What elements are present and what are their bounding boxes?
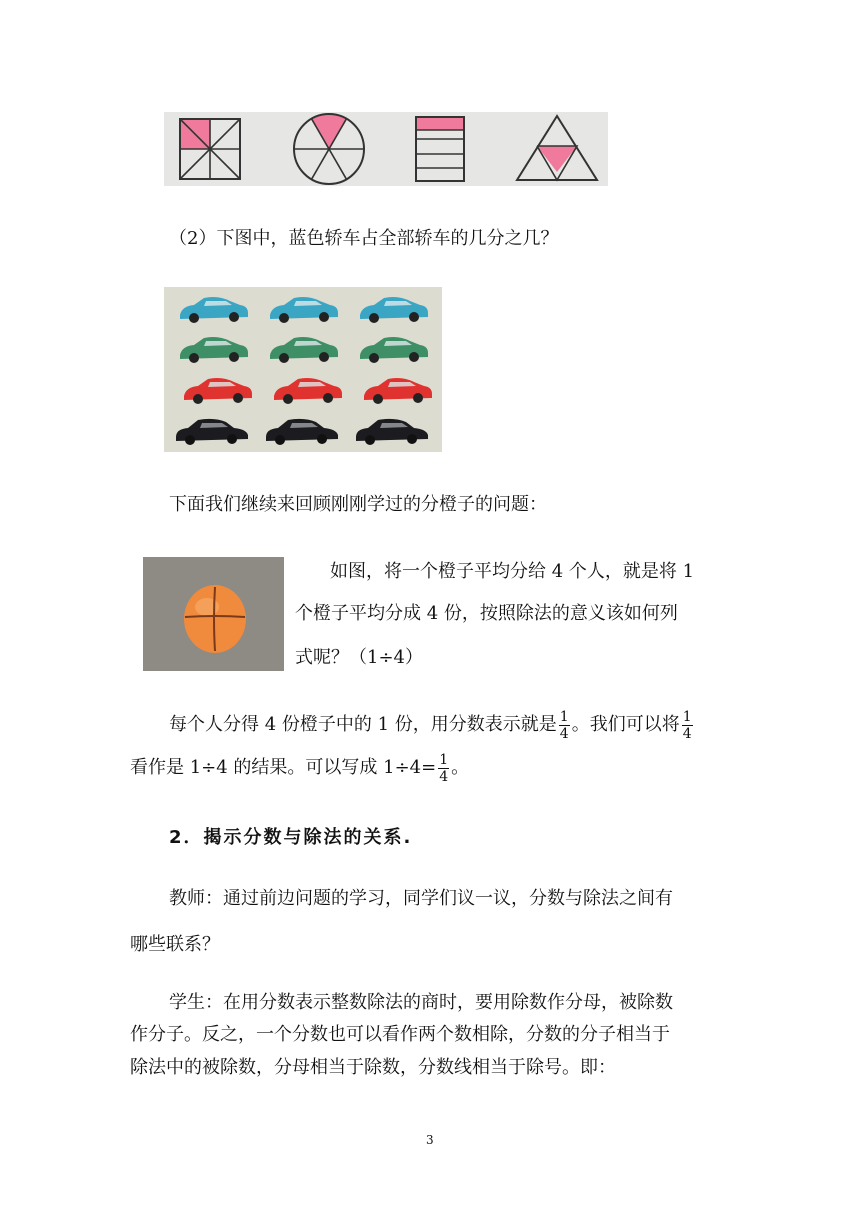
red-car	[274, 378, 342, 404]
fraction-one-quarter	[682, 710, 693, 741]
black-car	[176, 419, 248, 445]
blue-cars-row	[180, 297, 428, 323]
fraction-text-part4: 。	[451, 757, 470, 778]
fraction-denominator: 4	[439, 768, 449, 785]
fraction-one-quarter	[559, 710, 570, 741]
red-car	[364, 378, 432, 404]
cars-svg	[164, 287, 442, 452]
rectangle-divided-shape	[416, 117, 464, 181]
triangle-shaded-part	[537, 146, 577, 172]
teacher-line2: 哪些联系？	[130, 934, 220, 955]
black-cars-row	[176, 419, 428, 445]
orange-text-line3: 式呢？（1÷4）	[295, 647, 423, 668]
teacher-line1: 教师：通过前边问题的学习，同学们议一议，分数与除法之间有	[169, 888, 673, 909]
blue-car	[270, 297, 338, 323]
student-line2: 作分子。反之，一个分数也可以看作两个数相除，分数的分子相当于	[130, 1024, 670, 1045]
fraction-one-quarter	[438, 753, 449, 784]
blue-car	[360, 297, 428, 323]
student-line3: 除法中的被除数，分母相当于除数，分数线相当于除号。即：	[130, 1057, 616, 1078]
triangle-divided-shape	[517, 116, 597, 180]
section-2-heading: 2．揭示分数与除法的关系.	[169, 827, 413, 848]
rectangle-shaded-strip	[416, 117, 464, 130]
fraction-paragraph-line2	[130, 748, 469, 788]
black-car	[356, 419, 428, 445]
fraction-denominator: 4	[559, 725, 569, 742]
orange-text-line2: 个橙子平均分成 4 份，按照除法的意义该如何列	[295, 603, 678, 624]
red-car	[184, 378, 252, 404]
fraction-shapes-figure	[164, 112, 608, 186]
fraction-denominator: 4	[682, 725, 692, 742]
orange-cut-horizontal	[185, 616, 245, 617]
red-cars-row	[184, 378, 432, 404]
circle-divided-shape	[294, 114, 364, 184]
square-divided-shape	[180, 119, 240, 179]
green-car	[360, 337, 428, 363]
orange-svg	[143, 557, 284, 671]
question-2: （2）下图中，蓝色轿车占全部轿车的几分之几？	[169, 228, 559, 249]
orange-photo	[143, 557, 284, 671]
student-line1: 学生：在用分数表示整数除法的商时，要用除数作分母，被除数	[169, 992, 673, 1013]
page-number: 3	[426, 1133, 434, 1147]
fraction-numerator: 1	[682, 708, 692, 725]
fraction-text-part1: 每个人分得 4 份橙子中的 1 份，用分数表示就是	[169, 714, 557, 735]
fraction-numerator: 1	[559, 708, 569, 725]
fraction-text-part3: 看作是 1÷4 的结果。可以写成 1÷4=	[130, 757, 437, 778]
circle-shaded-sector	[312, 114, 347, 149]
green-car	[270, 337, 338, 363]
fraction-paragraph-line1	[169, 705, 695, 745]
fraction-text-part2: 。我们可以将	[571, 714, 680, 735]
black-car	[266, 419, 338, 445]
fraction-shapes-svg	[164, 112, 608, 186]
cars-figure	[164, 287, 442, 452]
green-car	[180, 337, 248, 363]
green-cars-row	[180, 337, 428, 363]
review-paragraph: 下面我们继续来回顾刚刚学过的分橙子的问题：	[169, 494, 547, 515]
fraction-numerator: 1	[439, 751, 449, 768]
blue-car	[180, 297, 248, 323]
orange-text-line1: 如图，将一个橙子平均分给 4 个人，就是将 1	[330, 561, 695, 582]
orange-cut-vertical	[214, 587, 215, 651]
